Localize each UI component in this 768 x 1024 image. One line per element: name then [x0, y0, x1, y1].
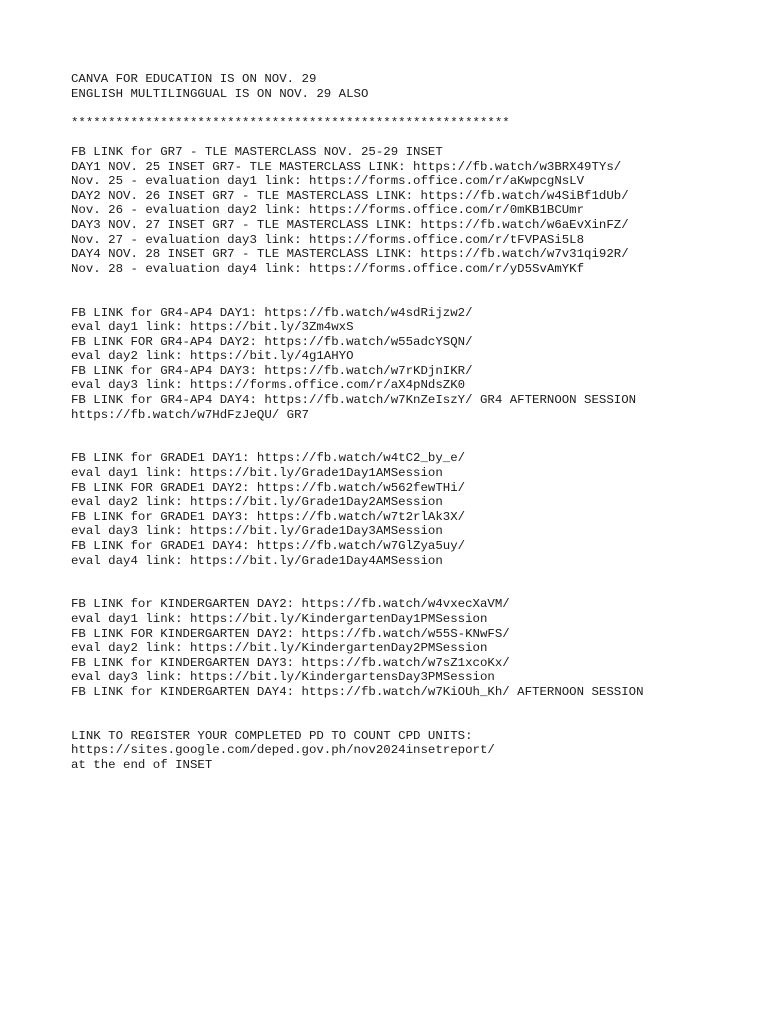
grade1-eval-day1[interactable]: eval day1 link: https://bit.ly/Grade1Day1AMSession: [71, 466, 443, 481]
blank-line: [71, 276, 751, 291]
kinder-eval-day2[interactable]: eval day2 link: https://bit.ly/KindergartenDay2PMSession: [71, 641, 488, 656]
grade1-link-day4[interactable]: FB LINK for GRADE1 DAY4: https://fb.watch/w7GlZya5uy/: [71, 539, 466, 553]
register-note: at the end of INSET: [71, 757, 213, 772]
gr7-eval-day2[interactable]: Nov. 26 - evaluation day2 link: https://forms.office.com/r/0mKB1BCUmr: [71, 203, 585, 218]
blank-line: [71, 700, 751, 715]
document-body: [71, 72, 751, 773]
gr7-afternoon-link[interactable]: https://fb.watch/w7HdFzJeQU/ GR7: [71, 407, 309, 422]
blank-line: [71, 568, 751, 583]
register-section: [71, 729, 751, 773]
gr7-eval-day3[interactable]: Nov. 27 - evaluation day3 link: https://forms.office.com/r/tFVPASi5L8: [71, 232, 585, 247]
blank-line: [71, 437, 751, 452]
kinder-link-day1[interactable]: FB LINK for KINDERGARTEN DAY2: https://fb.watch/w4vxecXaVM/: [71, 597, 510, 612]
kindergarten-section: [71, 597, 751, 699]
gr4-link-day4[interactable]: FB LINK for GR4-AP4 DAY4: https://fb.watch/w7KnZeIszY/ GR4 AFTERNOON SESSION: [71, 393, 637, 408]
blank-line: [71, 130, 751, 145]
blank-line: [71, 714, 751, 729]
announcement-line: CANVA FOR EDUCATION IS ON NOV. 29: [71, 72, 317, 86]
gr7-link-day3[interactable]: DAY3 NOV. 27 INSET GR7 - TLE MASTERCLASS LINK: https://fb.watch/w6aEvXinFZ/: [71, 217, 629, 232]
gr7-heading: FB LINK for GR7 - TLE MASTERCLASS NOV. 25-29 INSET: [71, 144, 443, 159]
announcement-line: ENGLISH MULTILINGGUAL IS ON NOV. 29 ALSO: [71, 86, 369, 101]
gr4-ap4-section: [71, 306, 751, 423]
gr4-eval-day1[interactable]: eval day1 link: https://bit.ly/3Zm4wxS: [71, 320, 354, 335]
gr4-link-day2[interactable]: FB LINK FOR GR4-AP4 DAY2: https://fb.watch/w55adcYSQN/: [71, 334, 473, 349]
grade1-link-day2[interactable]: FB LINK FOR GRADE1 DAY2: https://fb.watch/w562fewTHi/: [71, 480, 466, 495]
kinder-eval-day1[interactable]: eval day1 link: https://bit.ly/KindergartenDay1PMSession: [71, 611, 488, 626]
gr7-link-day4[interactable]: DAY4 NOV. 28 INSET GR7 - TLE MASTERCLASS LINK: https://fb.watch/w7v31qi92R/: [71, 247, 629, 262]
kinder-link-day3[interactable]: FB LINK for KINDERGARTEN DAY3: https://fb.watch/w7sZ1xcoKx/: [71, 655, 510, 670]
kinder-link-day2[interactable]: FB LINK FOR KINDERGARTEN DAY2: https://fb.watch/w55S-KNwFS/: [71, 626, 510, 641]
gr4-link-day1[interactable]: FB LINK for GR4-AP4 DAY1: https://fb.watch/w4sdRijzw2/: [71, 305, 473, 320]
kinder-link-day4[interactable]: FB LINK for KINDERGARTEN DAY4: https://fb.watch/w7KiOUh_Kh/ AFTERNOON SESSION: [71, 684, 644, 699]
gr4-eval-day2[interactable]: eval day2 link: https://bit.ly/4g1AHYO: [71, 349, 354, 364]
blank-line: [71, 101, 751, 116]
gr7-eval-day4[interactable]: Nov. 28 - evaluation day4 link: https://forms.office.com/r/yD5SvAmYKf: [71, 261, 585, 276]
grade1-eval-day3[interactable]: eval day3 link: https://bit.ly/Grade1Day3AMSession: [71, 524, 443, 539]
grade1-eval-day4[interactable]: eval day4 link: https://bit.ly/Grade1Day4AMSession: [71, 553, 443, 568]
gr4-eval-day3[interactable]: eval day3 link: https://forms.office.com/r/aX4pNdsZK0: [71, 378, 466, 393]
blank-line: [71, 583, 751, 598]
separator-line: ***********************************************************: [71, 115, 510, 130]
gr4-link-day3[interactable]: FB LINK for GR4-AP4 DAY3: https://fb.watch/w7rKDjnIKR/: [71, 363, 473, 378]
register-heading: LINK TO REGISTER YOUR COMPLETED PD TO COUNT CPD UNITS:: [71, 728, 473, 743]
blank-line: [71, 422, 751, 437]
announcement-section: [71, 72, 751, 101]
gr7-eval-day1[interactable]: Nov. 25 - evaluation day1 link: https://forms.office.com/r/aKwpcgNsLV: [71, 174, 585, 189]
grade1-link-day3[interactable]: FB LINK for GRADE1 DAY3: https://fb.watch/w7t2rlAk3X/: [71, 509, 466, 524]
blank-line: [71, 291, 751, 306]
gr7-section: [71, 145, 751, 276]
gr7-link-day1[interactable]: DAY1 NOV. 25 INSET GR7- TLE MASTERCLASS LINK: https://fb.watch/w3BRX49TYs/: [71, 159, 622, 174]
kinder-eval-day3[interactable]: eval day3 link: https://bit.ly/KindergartensDay3PMSession: [71, 670, 495, 685]
grade1-link-day1[interactable]: FB LINK for GRADE1 DAY1: https://fb.watch/w4tC2_by_e/: [71, 451, 466, 466]
grade1-section: [71, 451, 751, 568]
gr7-link-day2[interactable]: DAY2 NOV. 26 INSET GR7 - TLE MASTERCLASS LINK: https://fb.watch/w4SiBf1dUb/: [71, 188, 629, 203]
register-link[interactable]: https://sites.google.com/deped.gov.ph/nov2024insetreport/: [71, 743, 495, 758]
grade1-eval-day2[interactable]: eval day2 link: https://bit.ly/Grade1Day2AMSession: [71, 495, 443, 510]
